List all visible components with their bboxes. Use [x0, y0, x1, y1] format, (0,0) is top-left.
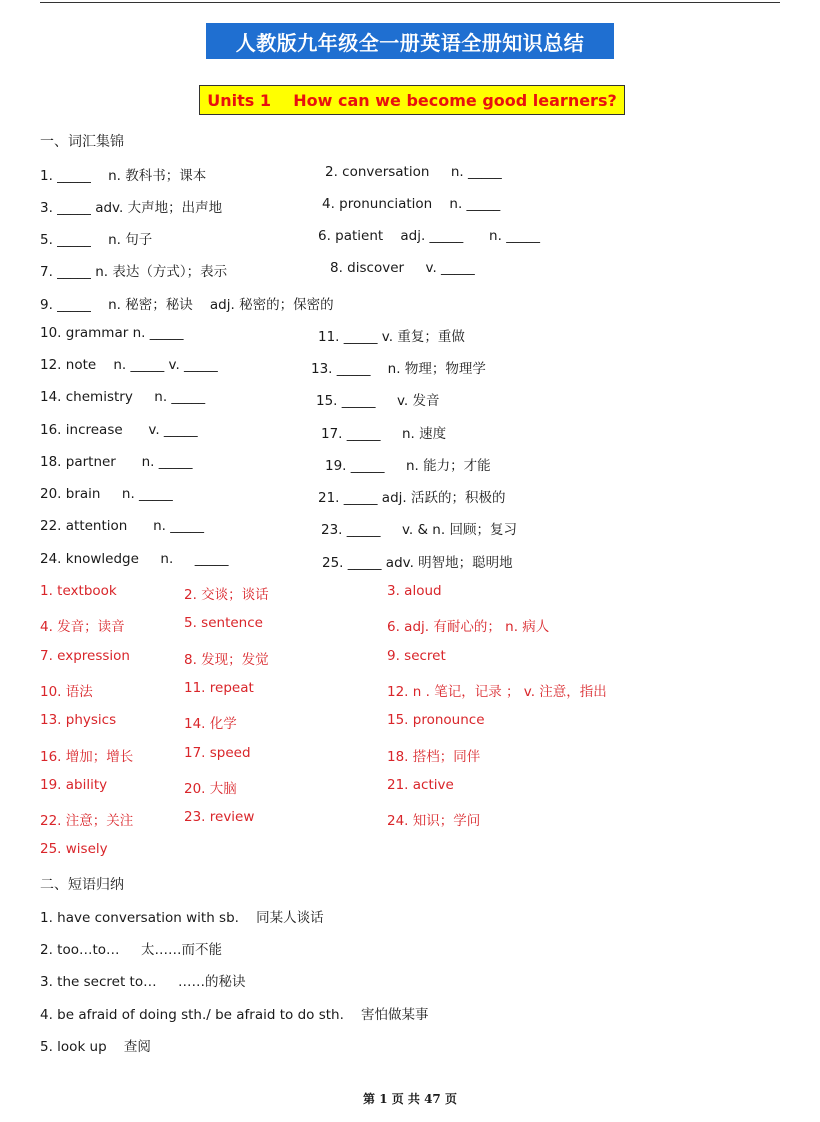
vocab-item: 12. note n. _____ v. _____ [40, 357, 218, 373]
vocab-item: 5. _____ n. 句子 [40, 232, 153, 248]
page-title: 人教版九年级全一册英语全册知识总结 [206, 23, 614, 59]
phrase-item [0, 906, 820, 928]
vocab-row [0, 357, 820, 379]
answer-item: 23. review [184, 809, 255, 825]
answer-row [0, 809, 820, 831]
answer-item: 10. 语法 [40, 684, 93, 700]
answer-item: 13. physics [40, 712, 117, 728]
answer-item: 11. repeat [184, 680, 254, 696]
vocab-row [0, 454, 820, 476]
vocab-item: 20. brain n. _____ [40, 486, 173, 502]
phrase-text: 2. too…to… 太……而不能 [40, 942, 222, 958]
vocab-row [0, 486, 820, 508]
vocab-item: 3. _____ adv. 大声地；出声地 [40, 200, 223, 216]
answer-item: 12. n . 笔记，记录 ； v. 注意，指出 [387, 684, 607, 700]
phrase-item [0, 1035, 820, 1057]
vocab-item: 21. _____ adj. 活跃的；积极的 [318, 490, 506, 506]
answer-row [0, 841, 820, 863]
phrase-item [0, 970, 820, 992]
answer-row [0, 777, 820, 799]
answer-item: 20. 大脑 [184, 781, 237, 797]
phrase-item [0, 938, 820, 960]
vocab-item: 18. partner n. _____ [40, 454, 193, 470]
answer-item: 22. 注意；关注 [40, 813, 134, 829]
phrase-item [0, 1003, 820, 1025]
section-phrases-heading: 二、短语归纳 [40, 877, 124, 893]
vocab-item: 11. _____ v. 重复；重做 [318, 329, 465, 345]
vocab-row [0, 422, 820, 444]
answer-item: 25. wisely [40, 841, 108, 857]
vocab-item: 13. _____ n. 物理；物理学 [311, 361, 486, 377]
vocab-item: 23. _____ v. & n. 回顾；复习 [321, 522, 517, 538]
vocab-item: 10. grammar n. _____ [40, 325, 184, 341]
answer-item: 4. 发音；读音 [40, 619, 125, 635]
vocab-row [0, 551, 820, 573]
vocab-item: 25. _____ adv. 明智地；聪明地 [322, 555, 513, 571]
top-rule [40, 2, 780, 3]
answer-row [0, 712, 820, 734]
vocab-row [0, 196, 820, 218]
vocab-item: 2. conversation n. _____ [325, 164, 502, 180]
answer-item: 14. 化学 [184, 716, 237, 732]
vocab-item: 4. pronunciation n. _____ [322, 196, 501, 212]
vocab-row [0, 293, 820, 315]
phrase-text: 4. be afraid of doing sth./ be afraid to do sth. 害怕做某事 [40, 1007, 429, 1023]
vocab-row [0, 228, 820, 250]
answer-item: 16. 增加；增长 [40, 749, 134, 765]
phrase-text: 3. the secret to… ……的秘诀 [40, 974, 246, 990]
vocab-row [0, 164, 820, 186]
answer-item: 19. ability [40, 777, 108, 793]
vocab-item: 8. discover v. _____ [330, 260, 475, 276]
vocab-item: 1. _____ n. 教科书；课本 [40, 168, 207, 184]
answer-row [0, 680, 820, 702]
answer-item: 9. secret [387, 648, 446, 664]
vocab-item: 22. attention n. _____ [40, 518, 204, 534]
answer-row [0, 745, 820, 767]
vocab-item: 24. knowledge n. _____ [40, 551, 229, 567]
answer-item: 5. sentence [184, 615, 263, 631]
vocab-item: 6. patient adj. _____ n. _____ [318, 228, 540, 244]
vocab-item: 16. increase v. _____ [40, 422, 198, 438]
vocab-item: 15. _____ v. 发音 [316, 393, 440, 409]
vocab-row [0, 325, 820, 347]
section-vocab-heading: 一、词汇集锦 [40, 134, 124, 150]
phrase-text: 1. have conversation with sb. 同某人谈话 [40, 910, 324, 926]
phrase-text: 5. look up 查阅 [40, 1039, 151, 1055]
answer-item: 2. 交谈；谈话 [184, 587, 269, 603]
answer-row [0, 615, 820, 637]
vocab-item: 14. chemistry n. _____ [40, 389, 206, 405]
answer-item: 8. 发现；发觉 [184, 652, 269, 668]
answer-row [0, 583, 820, 605]
answer-item: 18. 搭档；同伴 [387, 749, 481, 765]
unit-title: Units 1 How can we become good learners? [199, 85, 625, 115]
answer-item: 21. active [387, 777, 454, 793]
answer-item: 6. adj. 有耐心的； n. 病人 [387, 619, 550, 635]
answer-item: 1. textbook [40, 583, 117, 599]
answer-item: 24. 知识；学问 [387, 813, 481, 829]
answer-item: 3. aloud [387, 583, 442, 599]
vocab-item: 7. _____ n. 表达（方式）；表示 [40, 264, 228, 280]
vocab-item: 9. _____ n. 秘密；秘诀 adj. 秘密的；保密的 [40, 297, 334, 313]
vocab-row [0, 518, 820, 540]
answer-item: 7. expression [40, 648, 130, 664]
vocab-row [0, 389, 820, 411]
answer-item: 15. pronounce [387, 712, 485, 728]
answer-item: 17. speed [184, 745, 251, 761]
vocab-item: 17. _____ n. 速度 [321, 426, 447, 442]
vocab-item: 19. _____ n. 能力；才能 [325, 458, 491, 474]
vocab-row [0, 260, 820, 282]
page-footer: 第 1 页 共 47 页 [363, 1092, 457, 1106]
answer-row [0, 648, 820, 670]
